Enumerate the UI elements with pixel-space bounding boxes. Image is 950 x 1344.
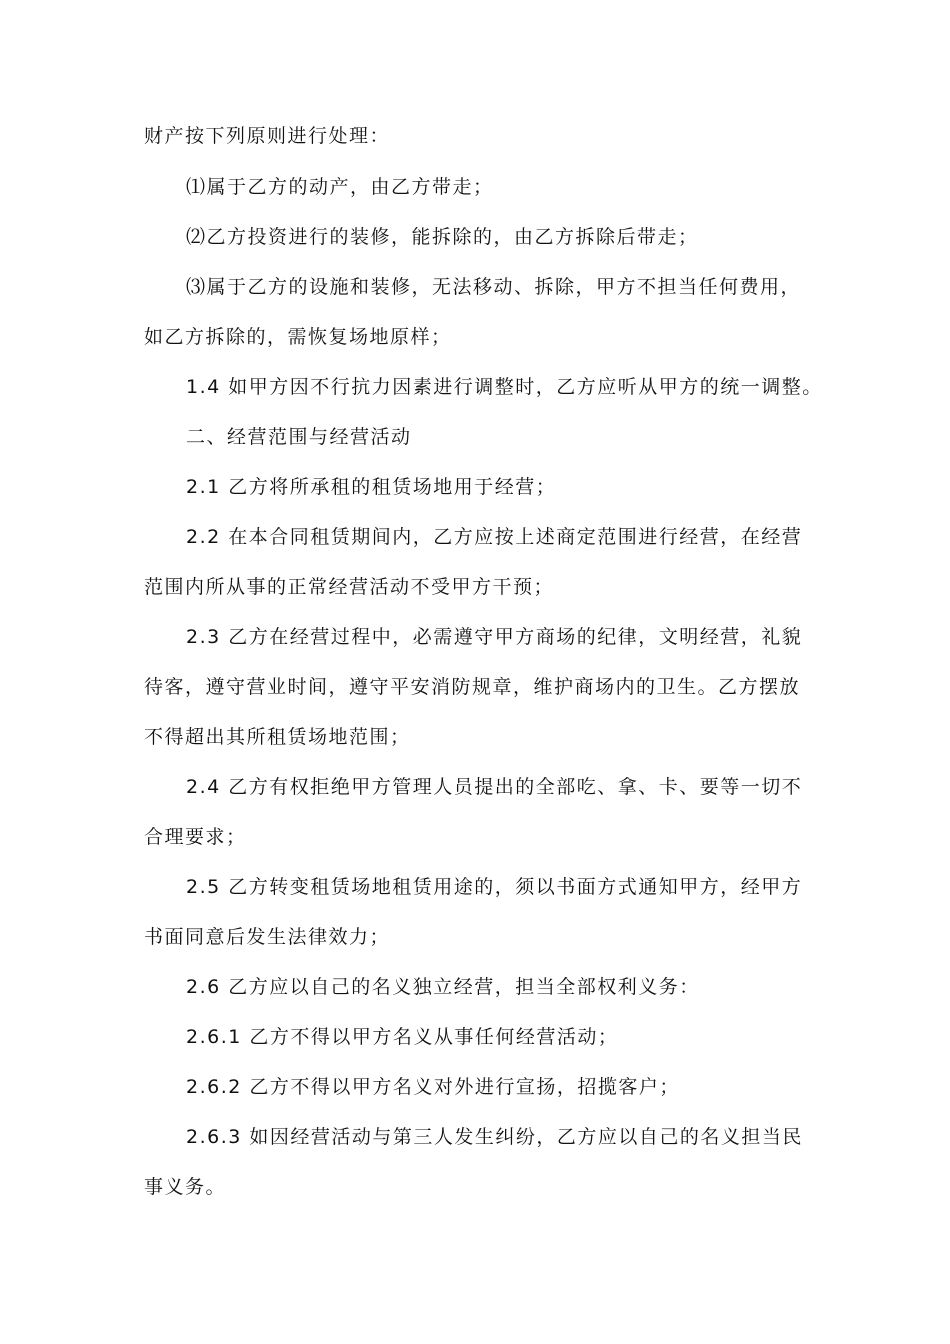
text-line: 待客，遵守营业时间，遵守平安消防规章，维护商场内的卫生。乙方摆放 — [144, 676, 801, 698]
text-line: 2.5 乙方转变租赁场地租赁用途的，须以书面方式通知甲方，经甲方 — [186, 876, 803, 898]
text-line: ⑶属于乙方的设施和装修，无法移动、拆除，甲方不担当任何费用， — [186, 276, 802, 298]
text-line: 2.6.3 如因经营活动与第三人发生纠纷，乙方应以自己的名义担当民 — [186, 1126, 803, 1148]
text-line: 财产按下列原则进行处理： — [144, 125, 391, 147]
text-line: 2.4 乙方有权拒绝甲方管理人员提出的全部吃、拿、卡、要等一切不 — [186, 776, 803, 798]
text-line: 不得超出其所租赁场地范围； — [144, 726, 411, 748]
text-line: 2.1 乙方将所承租的租赁场地用于经营； — [186, 476, 557, 498]
text-line: 1.4 如甲方因不行抗力因素进行调整时，乙方应听从甲方的统一调整。 — [186, 376, 823, 398]
text-line: 范围内所从事的正常经营活动不受甲方干预； — [144, 576, 555, 598]
text-line: 如乙方拆除的，需恢复场地原样； — [144, 326, 452, 348]
text-line: 2.6.1 乙方不得以甲方名义从事任何经营活动； — [186, 1026, 619, 1048]
text-line: ⑴属于乙方的动产，由乙方带走； — [186, 176, 494, 198]
text-line: 2.2 在本合同租赁期间内，乙方应按上述商定范围进行经营，在经营 — [186, 526, 803, 548]
text-line: ⑵乙方投资进行的装修，能拆除的，由乙方拆除后带走； — [186, 226, 699, 248]
text-line: 2.6 乙方应以自己的名义独立经营，担当全部权利义务： — [186, 976, 700, 998]
text-line: 书面同意后发生法律效力； — [144, 926, 391, 948]
text-line: 2.3 乙方在经营过程中，必需遵守甲方商场的纪律，文明经营，礼貌 — [186, 626, 803, 648]
text-line: 2.6.2 乙方不得以甲方名义对外进行宣扬，招揽客户； — [186, 1076, 680, 1098]
text-line: 事义务。 — [144, 1176, 227, 1198]
text-line: 合理要求； — [144, 826, 247, 848]
section-heading: 二、经营范围与经营活动 — [186, 426, 412, 448]
